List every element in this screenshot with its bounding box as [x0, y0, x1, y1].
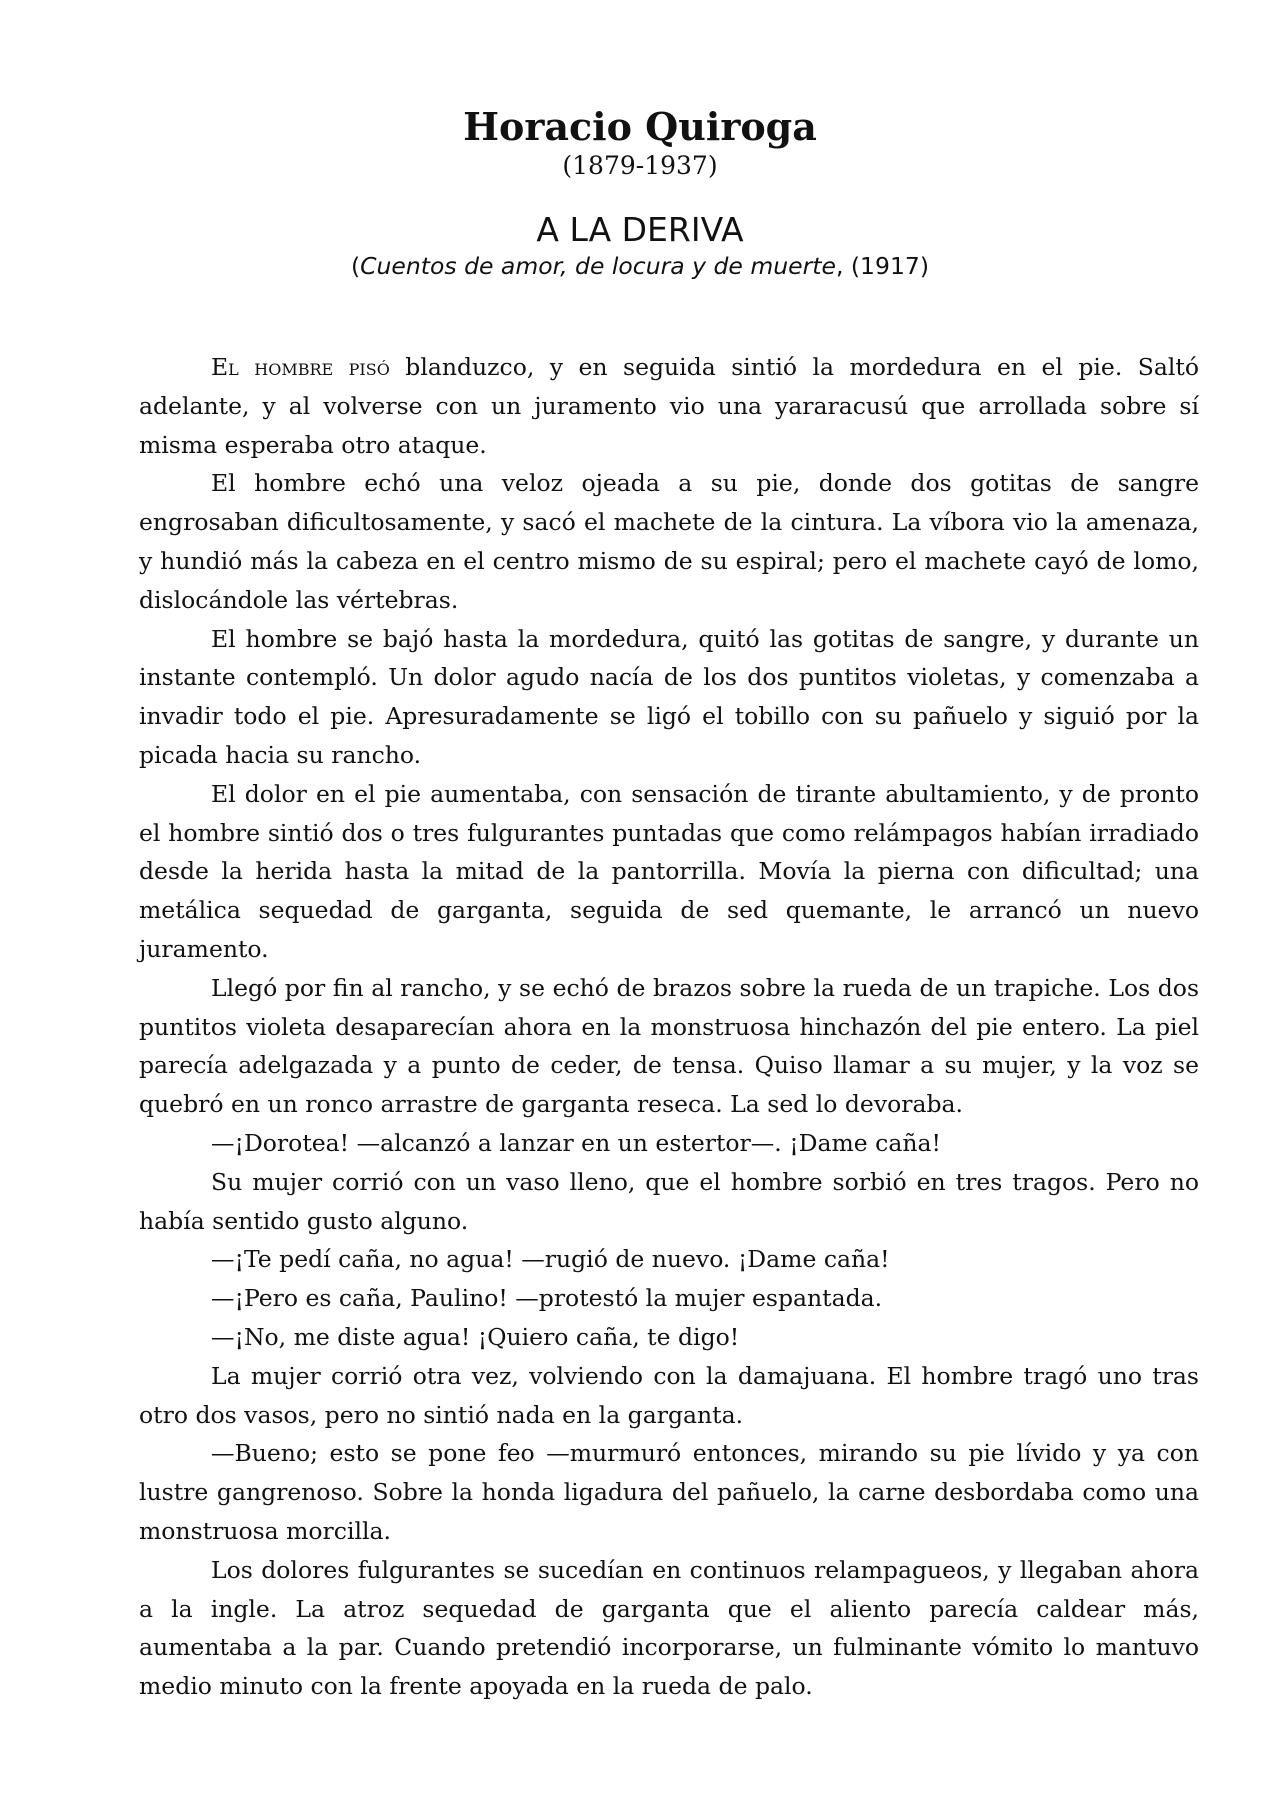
author-name: Horacio Quiroga: [463, 104, 817, 149]
source-open-paren: (: [350, 252, 361, 280]
paragraph: —¡Dorotea! —alcanzó a lanzar en un estertor—. ¡Dame caña!: [211, 1128, 941, 1157]
paragraph: —Bueno; esto se pone feo —murmuró entonces, mirando su pie lívido y ya con lustre gangrenoso. Sobre la honda ligadura del pañuelo, la carne desbordaba como una monstruosa morcilla.: [139, 1439, 1199, 1545]
author-years: (1879-1937): [562, 151, 718, 180]
paragraph: El dolor en el pie aumentaba, con sensación de tirante abultamiento, y de pronto el hombre sintió dos o tres fulgurantes puntadas que como relámpagos habían irradiado desde la herida hasta la mitad de la pantorrilla. Movía la pierna con dificultad; una metálica sequedad de garganta, seguida de sed quemante, le arrancó un nuevo juramento.: [139, 779, 1199, 963]
opening-smallcaps: l hombre pisó: [228, 353, 390, 381]
source-book-title: Cuentos de amor, de locura y de muerte: [360, 252, 836, 280]
paragraph: Llegó por fin al rancho, y se echó de brazos sobre la rueda de un trapiche. Los dos puntitos violeta desaparecían ahora en la monstruosa hinchazón del pie entero. La piel parecía adelgazada y a punto de ceder, de tensa. Quiso llamar a su mujer, y la voz se quebró en un ronco arrastre de garganta reseca. La sed lo devoraba.: [139, 973, 1199, 1119]
document-header: [0, 104, 1280, 282]
story-body: [139, 348, 1199, 1706]
story-title: A LA DERIVA: [536, 210, 744, 249]
paragraph: El hombre echó una veloz ojeada a su pie, donde dos gotitas de sangre engrosaban dificultosamente, y sacó el machete de la cintura. La víbora vio la amenaza, y hundió más la cabeza en el centro mismo de su espiral; pero el machete cayó de lomo, dislocándole las vértebras.: [139, 469, 1199, 614]
opening-capital: E: [211, 353, 229, 381]
paragraph: [139, 348, 1199, 464]
paragraph: Su mujer corrió con un vaso lleno, que el hombre sorbió en tres tragos. Pero no había sentido gusto alguno.: [139, 1167, 1199, 1235]
paragraph: El hombre se bajó hasta la mordedura, quitó las gotitas de sangre, y durante un instante contempló. Un dolor agudo nacía de los dos puntitos violetas, y comenzaba a invadir todo el pie. Apresuradamente se ligó el tobillo con su pañuelo y siguió por la picada hacia su rancho.: [139, 624, 1199, 769]
story-source: [0, 250, 1280, 282]
paragraph: Los dolores fulgurantes se sucedían en continuos relampagueos, y llegaban ahora a la ingle. La atroz sequedad de garganta que el aliento parecía caldear más, aumentaba a la par. Cuando pretendió incorporarse, un fulminante vómito lo mantuvo medio minuto con la frente apoyada en la rueda de palo.: [139, 1555, 1199, 1701]
opening-text: blanduzco, y en seguida sintió la mordedura en el pie. Saltó adelante, y al volverse con un juramento vio una yararacusú que arrollada sobre sí misma esperaba otro ataque.: [139, 353, 1199, 459]
paragraph: La mujer corrió otra vez, volviendo con la damajuana. El hombre tragó uno tras otro dos vasos, pero no sintió nada en la garganta.: [139, 1361, 1199, 1429]
paragraph: —¡No, me diste agua! ¡Quiero caña, te digo!: [211, 1322, 740, 1351]
paragraph: —¡Pero es caña, Paulino! —protestó la mujer espantada.: [211, 1284, 883, 1313]
paragraph: —¡Te pedí caña, no agua! —rugió de nuevo. ¡Dame caña!: [211, 1245, 890, 1274]
source-year: , (1917): [835, 252, 930, 280]
